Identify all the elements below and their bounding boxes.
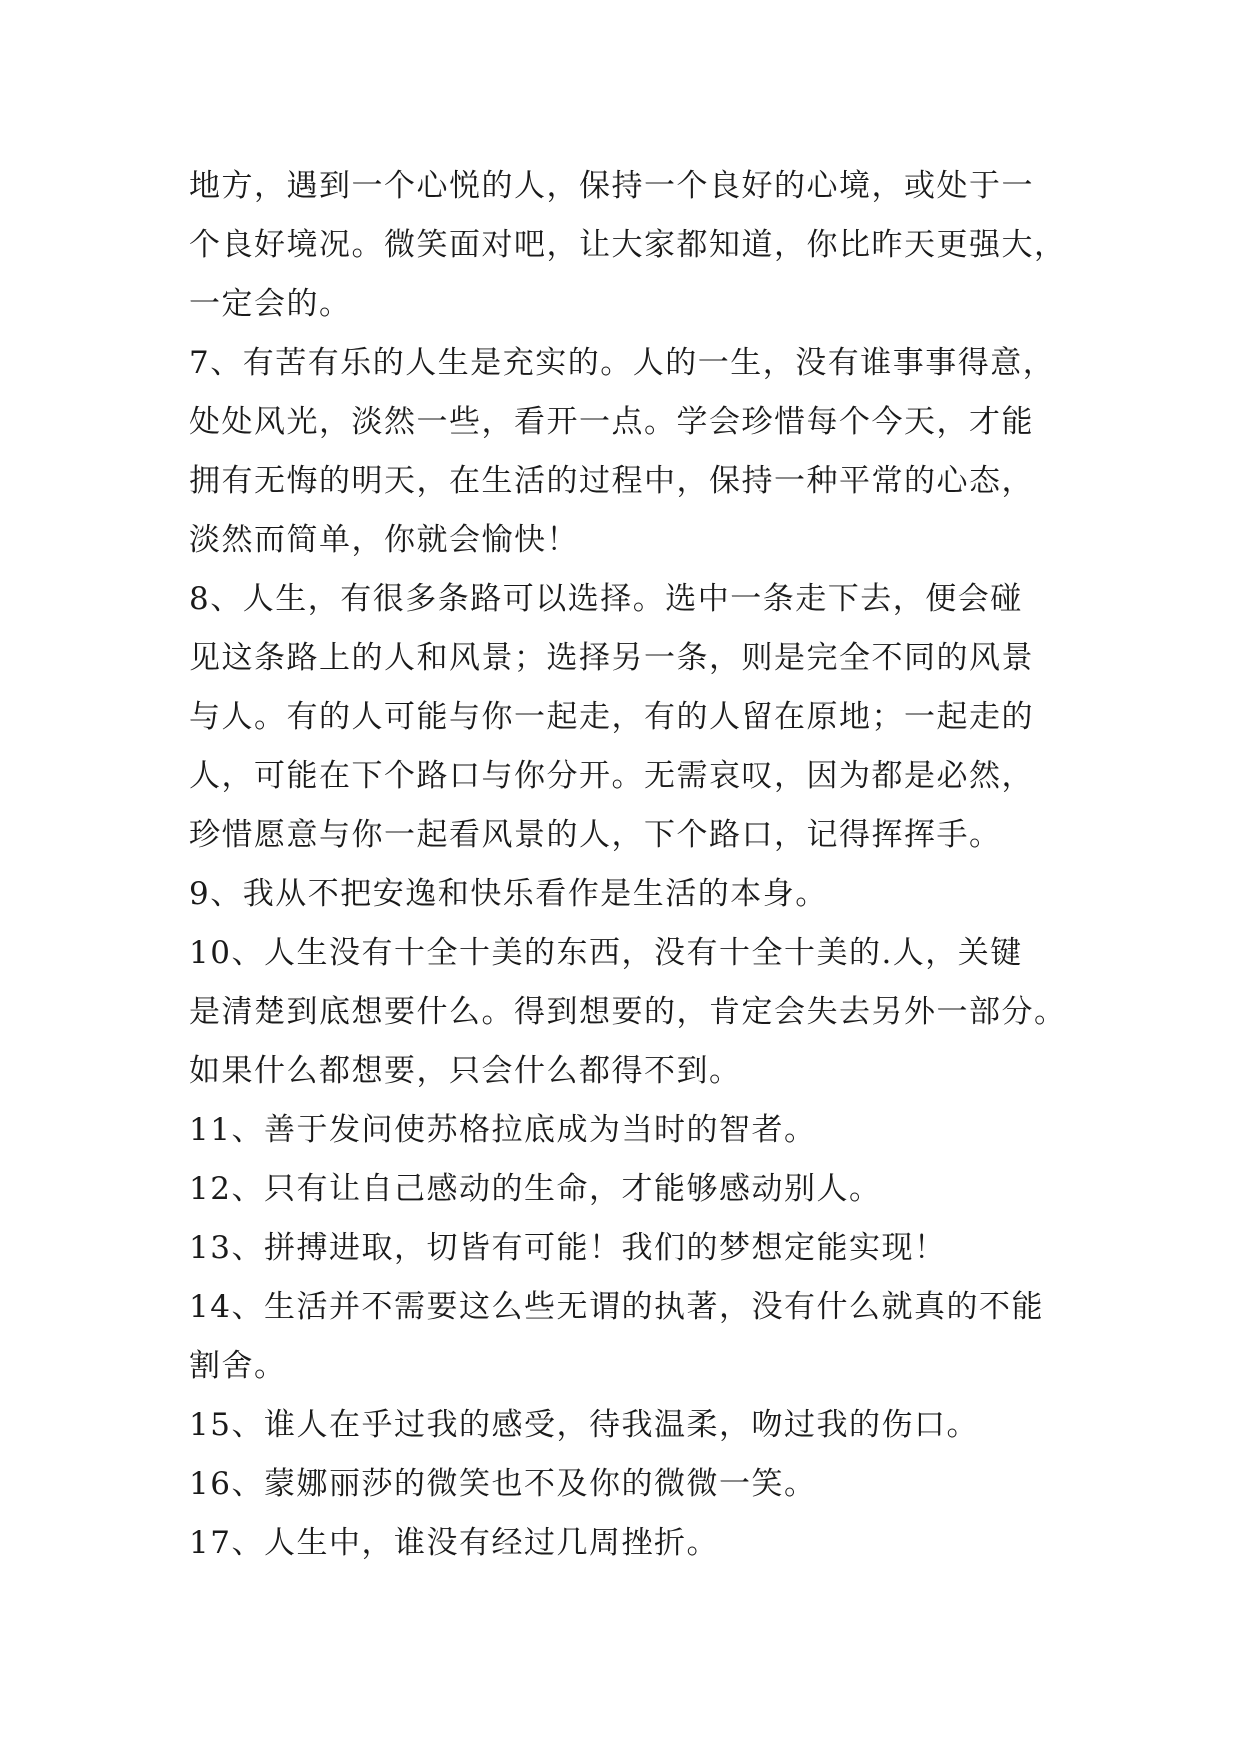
paragraph-line: 个良好境况。微笑面对吧，让大家都知道，你比昨天更强大， <box>189 227 1067 263</box>
paragraph-line: 是清楚到底想要什么。得到想要的，肯定会失去另外一部分。 <box>189 994 1067 1030</box>
paragraph-line: 7、有苦有乐的人生是充实的。人的一生，没有谁事事得意， <box>189 345 1056 381</box>
paragraph-line: 处处风光，淡然一些，看开一点。学会珍惜每个今天，才能 <box>189 404 1034 440</box>
paragraph-line: 拥有无悔的明天，在生活的过程中，保持一种平常的心态， <box>189 463 1034 499</box>
paragraph-line: 17、人生中，谁没有经过几周挫折。 <box>189 1525 719 1561</box>
paragraph-line: 与人。有的人可能与你一起走，有的人留在原地；一起走的 <box>189 699 1034 735</box>
paragraph-line: 10、人生没有十全十美的东西，没有十全十美的.人，关键 <box>189 935 1023 971</box>
paragraph-line: 13、拼搏进取，切皆有可能！我们的梦想定能实现！ <box>189 1230 947 1266</box>
paragraph-line: 一定会的。 <box>189 286 352 322</box>
paragraph-line: 14、生活并不需要这么些无谓的执著，没有什么就真的不能 <box>189 1289 1044 1325</box>
paragraph-line: 8、人生，有很多条路可以选择。选中一条走下去，便会碰 <box>189 581 1023 617</box>
paragraph-line: 11、善于发问使苏格拉底成为当时的智者。 <box>189 1112 817 1148</box>
paragraph-line: 淡然而简单，你就会愉快！ <box>189 522 579 558</box>
paragraph-line: 见这条路上的人和风景；选择另一条，则是完全不同的风景 <box>189 640 1034 676</box>
paragraph-line: 珍惜愿意与你一起看风景的人，下个路口，记得挥挥手。 <box>189 817 1002 853</box>
paragraph-line: 16、蒙娜丽莎的微笑也不及你的微微一笑。 <box>189 1466 817 1502</box>
paragraph-line: 人，可能在下个路口与你分开。无需哀叹，因为都是必然， <box>189 758 1034 794</box>
paragraph-line: 地方，遇到一个心悦的人，保持一个良好的心境，或处于一 <box>189 168 1034 204</box>
paragraph-line: 如果什么都想要，只会什么都得不到。 <box>189 1053 742 1089</box>
paragraph-line: 15、谁人在乎过我的感受，待我温柔，吻过我的伤口。 <box>189 1407 979 1443</box>
paragraph-line: 12、只有让自己感动的生命，才能够感动别人。 <box>189 1171 882 1207</box>
document-body <box>189 157 1069 1573</box>
paragraph-line: 割舍。 <box>189 1348 287 1384</box>
paragraph-line: 9、我从不把安逸和快乐看作是生活的本身。 <box>189 876 828 912</box>
